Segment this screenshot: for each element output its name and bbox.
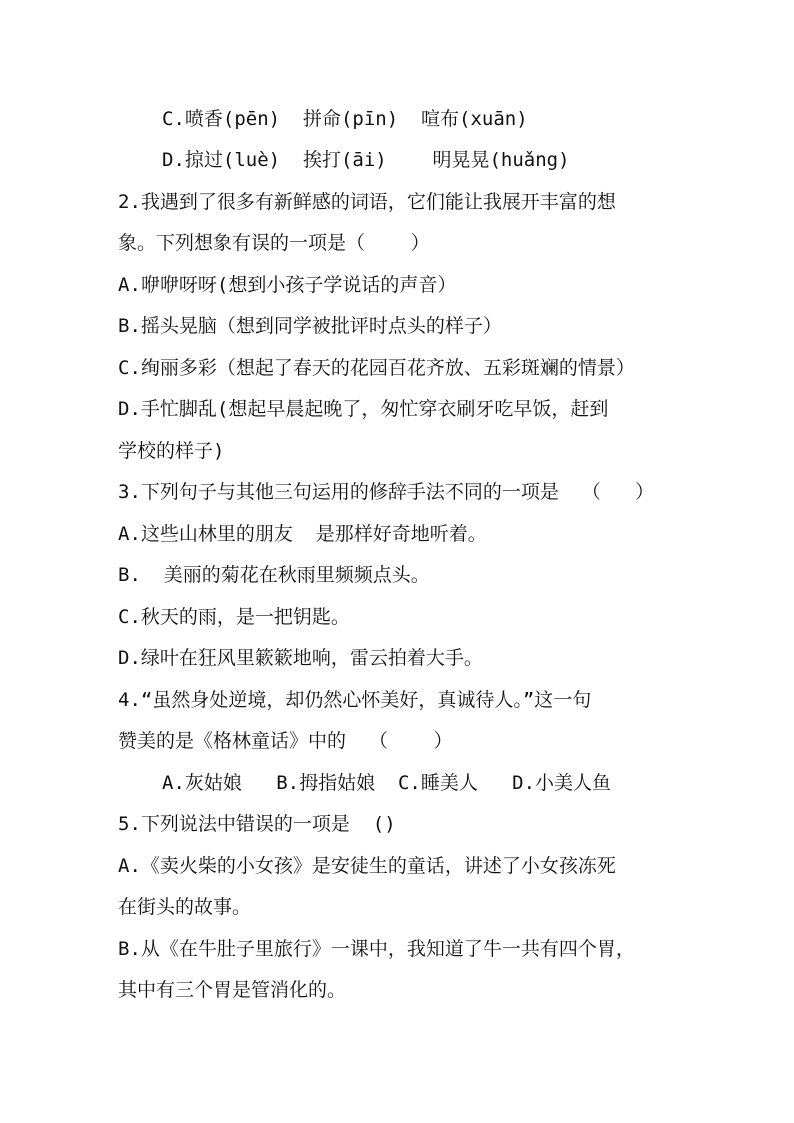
question-2-option-d-line-2: 学校的样子) [118, 440, 225, 462]
question-4-line-1: 4.“虽然身处逆境，却仍然心怀美好，真诚待人。”这一句 [118, 689, 592, 711]
option-c-pinyin: C.喷香(pēn) 拼命(pīn) 喧布(xuān) [162, 108, 528, 130]
question-2-option-b: B.摇头晃脑（想到同学被批评时点头的样子） [118, 315, 502, 337]
question-4-line-2: 赞美的是《格林童话》中的 （ ） [118, 730, 453, 752]
question-5-option-a-line-1: A.《卖火柴的小女孩》是安徒生的童话，讲述了小女孩冻死 [118, 855, 616, 877]
question-2-line-1: 2.我遇到了很多有新鲜感的词语，它们能让我展开丰富的想 [118, 191, 616, 213]
option-d-pinyin: D.掠过(luè) 挨打(āi) 明晃晃(huǎng) [162, 149, 570, 171]
question-5-stem: 5.下列说法中错误的一项是 () [118, 813, 396, 835]
question-3-option-a: A.这些山林里的朋友 是那样好奇地听着。 [118, 523, 487, 545]
question-2-option-d-line-1: D.手忙脚乱(想起早晨起晚了，匆忙穿衣刷牙吃早饭，赶到 [118, 398, 609, 420]
question-4-options: A.灰姑娘 B.拇指姑娘 C.睡美人 D.小美人鱼 [162, 772, 612, 794]
question-3-stem: 3.下列句子与其他三句运用的修辞手法不同的一项是 （ ） [118, 481, 655, 503]
question-5-option-b-line-1: B.从《在牛肚子里旅行》一课中，我知道了牛一共有四个胃， [118, 938, 635, 960]
question-2-option-c: C.绚丽多彩（想起了春天的花园百花齐放、五彩斑斓的情景） [118, 357, 635, 379]
question-3-option-b: B. 美丽的菊花在秋雨里频频点头。 [118, 564, 430, 586]
question-3-option-c: C.秋天的雨，是一把钥匙。 [118, 606, 350, 628]
question-2-option-a: A.咿咿呀呀(想到小孩子学说话的声音） [118, 274, 457, 296]
question-5-option-b-line-2: 其中有三个胃是管消化的。 [118, 979, 347, 1001]
question-3-option-d: D.绿叶在狂风里簌簌地响，雷云拍着大手。 [118, 647, 483, 669]
question-5-option-a-line-2: 在街头的故事。 [118, 896, 252, 918]
question-2-line-2: 象。下列想象有误的一项是（ ） [118, 232, 430, 254]
